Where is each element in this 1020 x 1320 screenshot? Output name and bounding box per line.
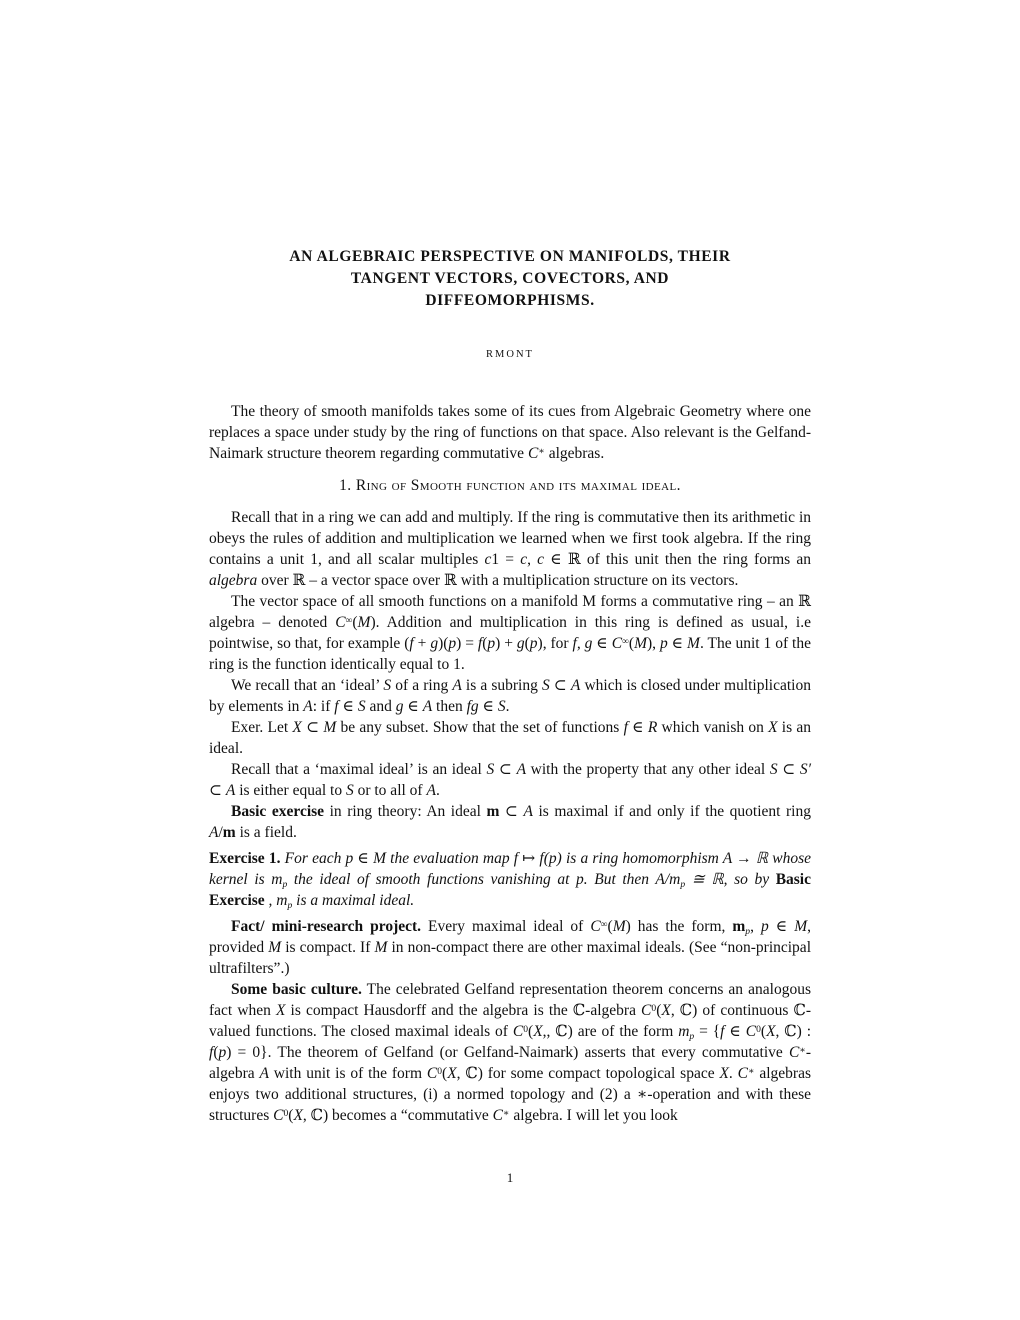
text-run: ∈ xyxy=(724,1023,746,1040)
text-run: C xyxy=(590,918,601,935)
text-run: 0 xyxy=(437,1065,443,1077)
text-run: . The unit 1 of the ring is the function identically equal to 1. xyxy=(209,635,811,673)
text-run: ∗ xyxy=(538,445,545,457)
text-run: g xyxy=(516,635,525,652)
text-run: ( xyxy=(528,1023,534,1040)
text-run: S xyxy=(383,677,392,694)
text-run: f xyxy=(409,635,414,652)
text-run: , xyxy=(750,918,761,935)
text-run: p xyxy=(448,635,457,652)
text-run: g xyxy=(430,635,439,652)
text-run: algebras enjoys two additional structures, (i) a normed topology and (2) a ∗-operation and with these structures xyxy=(209,1065,812,1124)
text-run: ∗ xyxy=(502,1107,510,1119)
text-run: ∈ xyxy=(403,698,423,715)
text-run: ∗ xyxy=(799,1044,806,1056)
paragraph xyxy=(209,591,811,675)
text-run: ( xyxy=(607,918,613,935)
text-run: 1 = xyxy=(491,551,521,568)
text-run: , ℂ) becomes a “commutative xyxy=(302,1107,493,1124)
text-run: ∈ xyxy=(592,635,612,652)
text-run: p xyxy=(760,918,769,935)
text-run: M xyxy=(612,918,626,935)
text-run: ∈ xyxy=(768,918,795,935)
text-run: S xyxy=(497,698,506,715)
text-run: m xyxy=(678,1023,690,1040)
text-run: S xyxy=(769,761,778,778)
text-run: , provided xyxy=(209,918,811,956)
text-run: ) + xyxy=(495,635,517,652)
text-run: c xyxy=(537,551,545,568)
text-run: ∞ xyxy=(622,635,629,647)
text-run: S xyxy=(357,698,366,715)
text-run: p xyxy=(287,899,293,911)
text-run: Recall that a ‘maximal ideal’ is an ideal xyxy=(231,761,487,778)
text-run: Recall that in a ring we can add and multiply. If the ring is commutative then its arithmetic in obeys the rules of addition and multiplication we learned when we first took algebra. If the ring contains a unit 1, and all scalar multiples xyxy=(209,509,811,568)
text-run: The vector space of all smooth functions on a manifold M forms a commutative ring – an ℝ algebra – denoted xyxy=(209,593,811,631)
text-run: be any subset. Show that the set of functions xyxy=(336,719,624,736)
text-run: . xyxy=(728,1065,738,1082)
text-run: ∈ xyxy=(627,719,648,736)
text-run: ( xyxy=(656,1002,662,1019)
text-run: ⊂ xyxy=(301,719,324,736)
text-run: p xyxy=(745,925,751,937)
text-run: ) has the form, xyxy=(625,918,733,935)
text-run: = { xyxy=(694,1023,721,1040)
text-run: in ring theory: An ideal xyxy=(324,803,487,820)
text-run: X xyxy=(533,1023,543,1040)
text-run: of a ring xyxy=(391,677,453,694)
text-run: The theory of smooth manifolds takes some of its cues from Algebraic Geometry where one replaces a space under study by the ring of functions on that space. Also relevant is the Gelfand-Naimark structure theorem regarding commutative xyxy=(209,403,811,462)
paper-content xyxy=(209,246,811,1126)
text-run: ), xyxy=(646,635,660,652)
text-run: A xyxy=(516,761,527,778)
paragraph xyxy=(209,759,811,801)
text-run: C xyxy=(527,445,539,462)
text-run: M xyxy=(323,719,337,736)
text-run: C xyxy=(611,635,623,652)
text-run: C xyxy=(512,1023,524,1040)
text-run: Basic Exercise xyxy=(209,871,811,909)
text-run: M xyxy=(634,635,647,652)
text-run: is a field. xyxy=(235,824,297,841)
text-run: p xyxy=(218,1044,227,1061)
text-run: Exercise 1. xyxy=(209,850,281,867)
text-run: ) = 0}. The theorem of Gelfand (or Gelfand-Naimark) asserts that every commutative xyxy=(226,1044,789,1061)
text-run: and xyxy=(365,698,396,715)
text-run: is a subring xyxy=(461,677,542,694)
text-run: A xyxy=(225,782,236,799)
text-run: ( xyxy=(352,614,358,631)
text-run: is maximal if and only if the quotient ring xyxy=(532,803,811,820)
text-run: algebra. I will let you look xyxy=(509,1107,678,1124)
text-run: X xyxy=(766,1023,776,1040)
text-run: Exer. Let xyxy=(231,719,293,736)
text-run: , ℂ) of continuous ℂ-valued functions. The closed maximal ideals of xyxy=(209,1002,811,1040)
text-run: X xyxy=(719,1065,729,1082)
text-run: S xyxy=(486,761,495,778)
text-run: A xyxy=(523,803,533,820)
section-heading xyxy=(209,475,811,496)
paragraph xyxy=(209,848,811,911)
text-run: A xyxy=(422,698,433,715)
text-run: A xyxy=(303,698,313,715)
text-run: X xyxy=(447,1065,457,1082)
text-run: X xyxy=(293,1107,303,1124)
text-run: A xyxy=(452,677,462,694)
text-run: is an ideal. xyxy=(209,719,811,757)
text-run: , xyxy=(527,551,538,568)
text-run: S xyxy=(345,782,354,799)
text-run: then xyxy=(432,698,467,715)
text-run: M xyxy=(374,939,388,956)
paragraph xyxy=(209,916,811,979)
text-run: ⊂ xyxy=(494,761,517,778)
text-run: C xyxy=(273,1107,284,1124)
text-run: is either equal to xyxy=(235,782,346,799)
text-run: A xyxy=(570,677,581,694)
text-run: 1. Ring of Smooth function and its maximal ideal. xyxy=(339,477,681,494)
text-run: ) = xyxy=(456,635,478,652)
paper-title xyxy=(209,246,811,312)
text-run: g xyxy=(395,698,404,715)
text-run: ⊂ xyxy=(209,782,226,799)
author-name: RMONT xyxy=(486,349,534,360)
text-run: ∞ xyxy=(345,614,353,626)
text-run: S xyxy=(541,677,550,694)
text-run: f xyxy=(334,698,339,715)
text-run: ⊂ xyxy=(499,803,524,820)
text-run: the ideal of smooth functions vanishing at p. But then A/m xyxy=(287,871,681,888)
title-line: TANGENT VECTORS, COVECTORS, AND xyxy=(350,270,670,287)
text-run: : if xyxy=(312,698,335,715)
text-run: C xyxy=(492,1107,503,1124)
text-run: , ℂ) for some compact topological space xyxy=(456,1065,720,1082)
text-run: 0 xyxy=(283,1107,289,1119)
text-run: M xyxy=(357,614,371,631)
text-run: ( xyxy=(760,1023,767,1040)
text-run: A xyxy=(426,782,436,799)
paragraph xyxy=(209,675,811,717)
text-run: is compact. If xyxy=(281,939,375,956)
text-run: ( xyxy=(213,1044,219,1061)
text-run: ( xyxy=(628,635,635,652)
text-run: p xyxy=(680,878,686,890)
text-run: For each p ∈ M the evaluation map f ↦ f(p) is a ring homomorphism A → ℝ whose kernel is m xyxy=(209,850,811,888)
text-run: c xyxy=(520,551,528,568)
text-run: X xyxy=(275,1002,286,1019)
text-run: ). Addition and multiplication in this ring is defined as usual, i.e pointwise, so that, for example ( xyxy=(209,614,811,652)
title-line: DIFFEOMORPHISMS. xyxy=(425,292,595,309)
text-run: Every maximal ideal of xyxy=(421,918,591,935)
text-run: R xyxy=(647,719,658,736)
text-run: p xyxy=(529,635,538,652)
text-run: m xyxy=(486,803,500,820)
text-run: The celebrated Gelfand representation theorem concerns an analogous fact when xyxy=(209,981,811,1019)
text-run: ( xyxy=(442,1065,448,1082)
text-run: ( xyxy=(288,1107,294,1124)
text-run: , ℂ) : xyxy=(775,1023,812,1040)
text-run: ≅ ℝ, so by xyxy=(685,871,776,888)
text-run: A xyxy=(259,1065,269,1082)
text-run: p xyxy=(487,635,496,652)
text-run: m xyxy=(732,918,746,935)
text-run: ( xyxy=(482,635,488,652)
text-run: p xyxy=(659,635,668,652)
text-run: X xyxy=(661,1002,671,1019)
text-run: M xyxy=(687,635,700,652)
text-run: p xyxy=(689,1030,695,1042)
text-run: C xyxy=(788,1044,800,1061)
text-run: 0 xyxy=(756,1023,761,1035)
text-run: f xyxy=(209,1044,214,1061)
text-run: ∈ xyxy=(667,635,688,652)
text-run: fg xyxy=(466,698,479,715)
text-run: Some basic culture. xyxy=(231,981,362,998)
title-line: AN ALGEBRAIC PERSPECTIVE ON MANIFOLDS, THEIR xyxy=(289,248,731,265)
text-run: A xyxy=(209,824,219,841)
text-run: in non-compact there are other maximal ideals. (See “non-principal ultrafilters”.) xyxy=(209,939,811,977)
text-run: . xyxy=(505,698,510,715)
text-run: m xyxy=(222,824,236,841)
text-run: with the property that any other ideal xyxy=(526,761,770,778)
text-run: which is closed under multiplication by elements in xyxy=(209,677,811,715)
text-run: Fact/ mini-research project. xyxy=(231,918,422,935)
text-run: / xyxy=(218,824,223,841)
text-run: algebra xyxy=(209,572,258,589)
text-run: p xyxy=(282,878,288,890)
text-run: X xyxy=(292,719,302,736)
text-run: Basic exercise xyxy=(231,803,325,820)
page-number: 1 xyxy=(506,1170,514,1185)
text-run: 0 xyxy=(651,1002,657,1014)
text-run: which vanish on xyxy=(657,719,769,736)
text-run: or to all of xyxy=(353,782,427,799)
text-run: f xyxy=(720,1023,725,1040)
text-run: f xyxy=(623,719,628,736)
text-run: M xyxy=(268,939,282,956)
paragraph xyxy=(209,979,811,1126)
text-run: C xyxy=(335,614,346,631)
text-run: ( xyxy=(524,635,530,652)
text-run: algebras. xyxy=(544,445,605,462)
text-run: ), for xyxy=(537,635,573,652)
text-run: )( xyxy=(438,635,449,652)
paper-body xyxy=(209,401,811,1126)
text-run: with unit is of the form xyxy=(268,1065,427,1082)
text-run: -algebra xyxy=(209,1044,811,1082)
text-run: ∈ xyxy=(338,698,358,715)
paragraph xyxy=(209,401,811,464)
text-run: over ℝ – a vector space over ℝ with a multiplication structure on its vectors. xyxy=(257,572,739,589)
text-run: ⊂ xyxy=(777,761,800,778)
text-run: f xyxy=(477,635,483,652)
text-run: ∗ xyxy=(747,1065,755,1077)
text-run: C xyxy=(426,1065,438,1082)
text-run: M xyxy=(794,918,808,935)
text-run: is compact Hausdorff and the algebra is the ℂ-algebra xyxy=(285,1002,642,1019)
paragraph xyxy=(209,717,811,759)
paragraph xyxy=(209,801,811,843)
text-run: 0 xyxy=(523,1023,529,1035)
text-run: We recall that an ‘ideal’ xyxy=(231,677,384,694)
text-run: C xyxy=(737,1065,748,1082)
text-run: C xyxy=(745,1023,757,1040)
text-run: . xyxy=(435,782,440,799)
text-run: ,, ℂ) are of the form xyxy=(542,1023,679,1040)
text-run: f, g xyxy=(572,635,593,652)
paragraph xyxy=(209,507,811,591)
text-run: X xyxy=(768,719,778,736)
text-run: ⊂ xyxy=(549,677,571,694)
text-run: + xyxy=(413,635,431,652)
text-run: c xyxy=(484,551,492,568)
text-run: , m xyxy=(264,892,288,909)
text-run: S′ xyxy=(799,761,811,778)
text-run: ∞ xyxy=(600,918,608,930)
text-run: is a maximal ideal. xyxy=(292,892,415,909)
text-run: ∈ xyxy=(478,698,498,715)
text-run: ∈ ℝ of this unit then the ring forms an xyxy=(544,551,812,568)
text-run: C xyxy=(641,1002,652,1019)
